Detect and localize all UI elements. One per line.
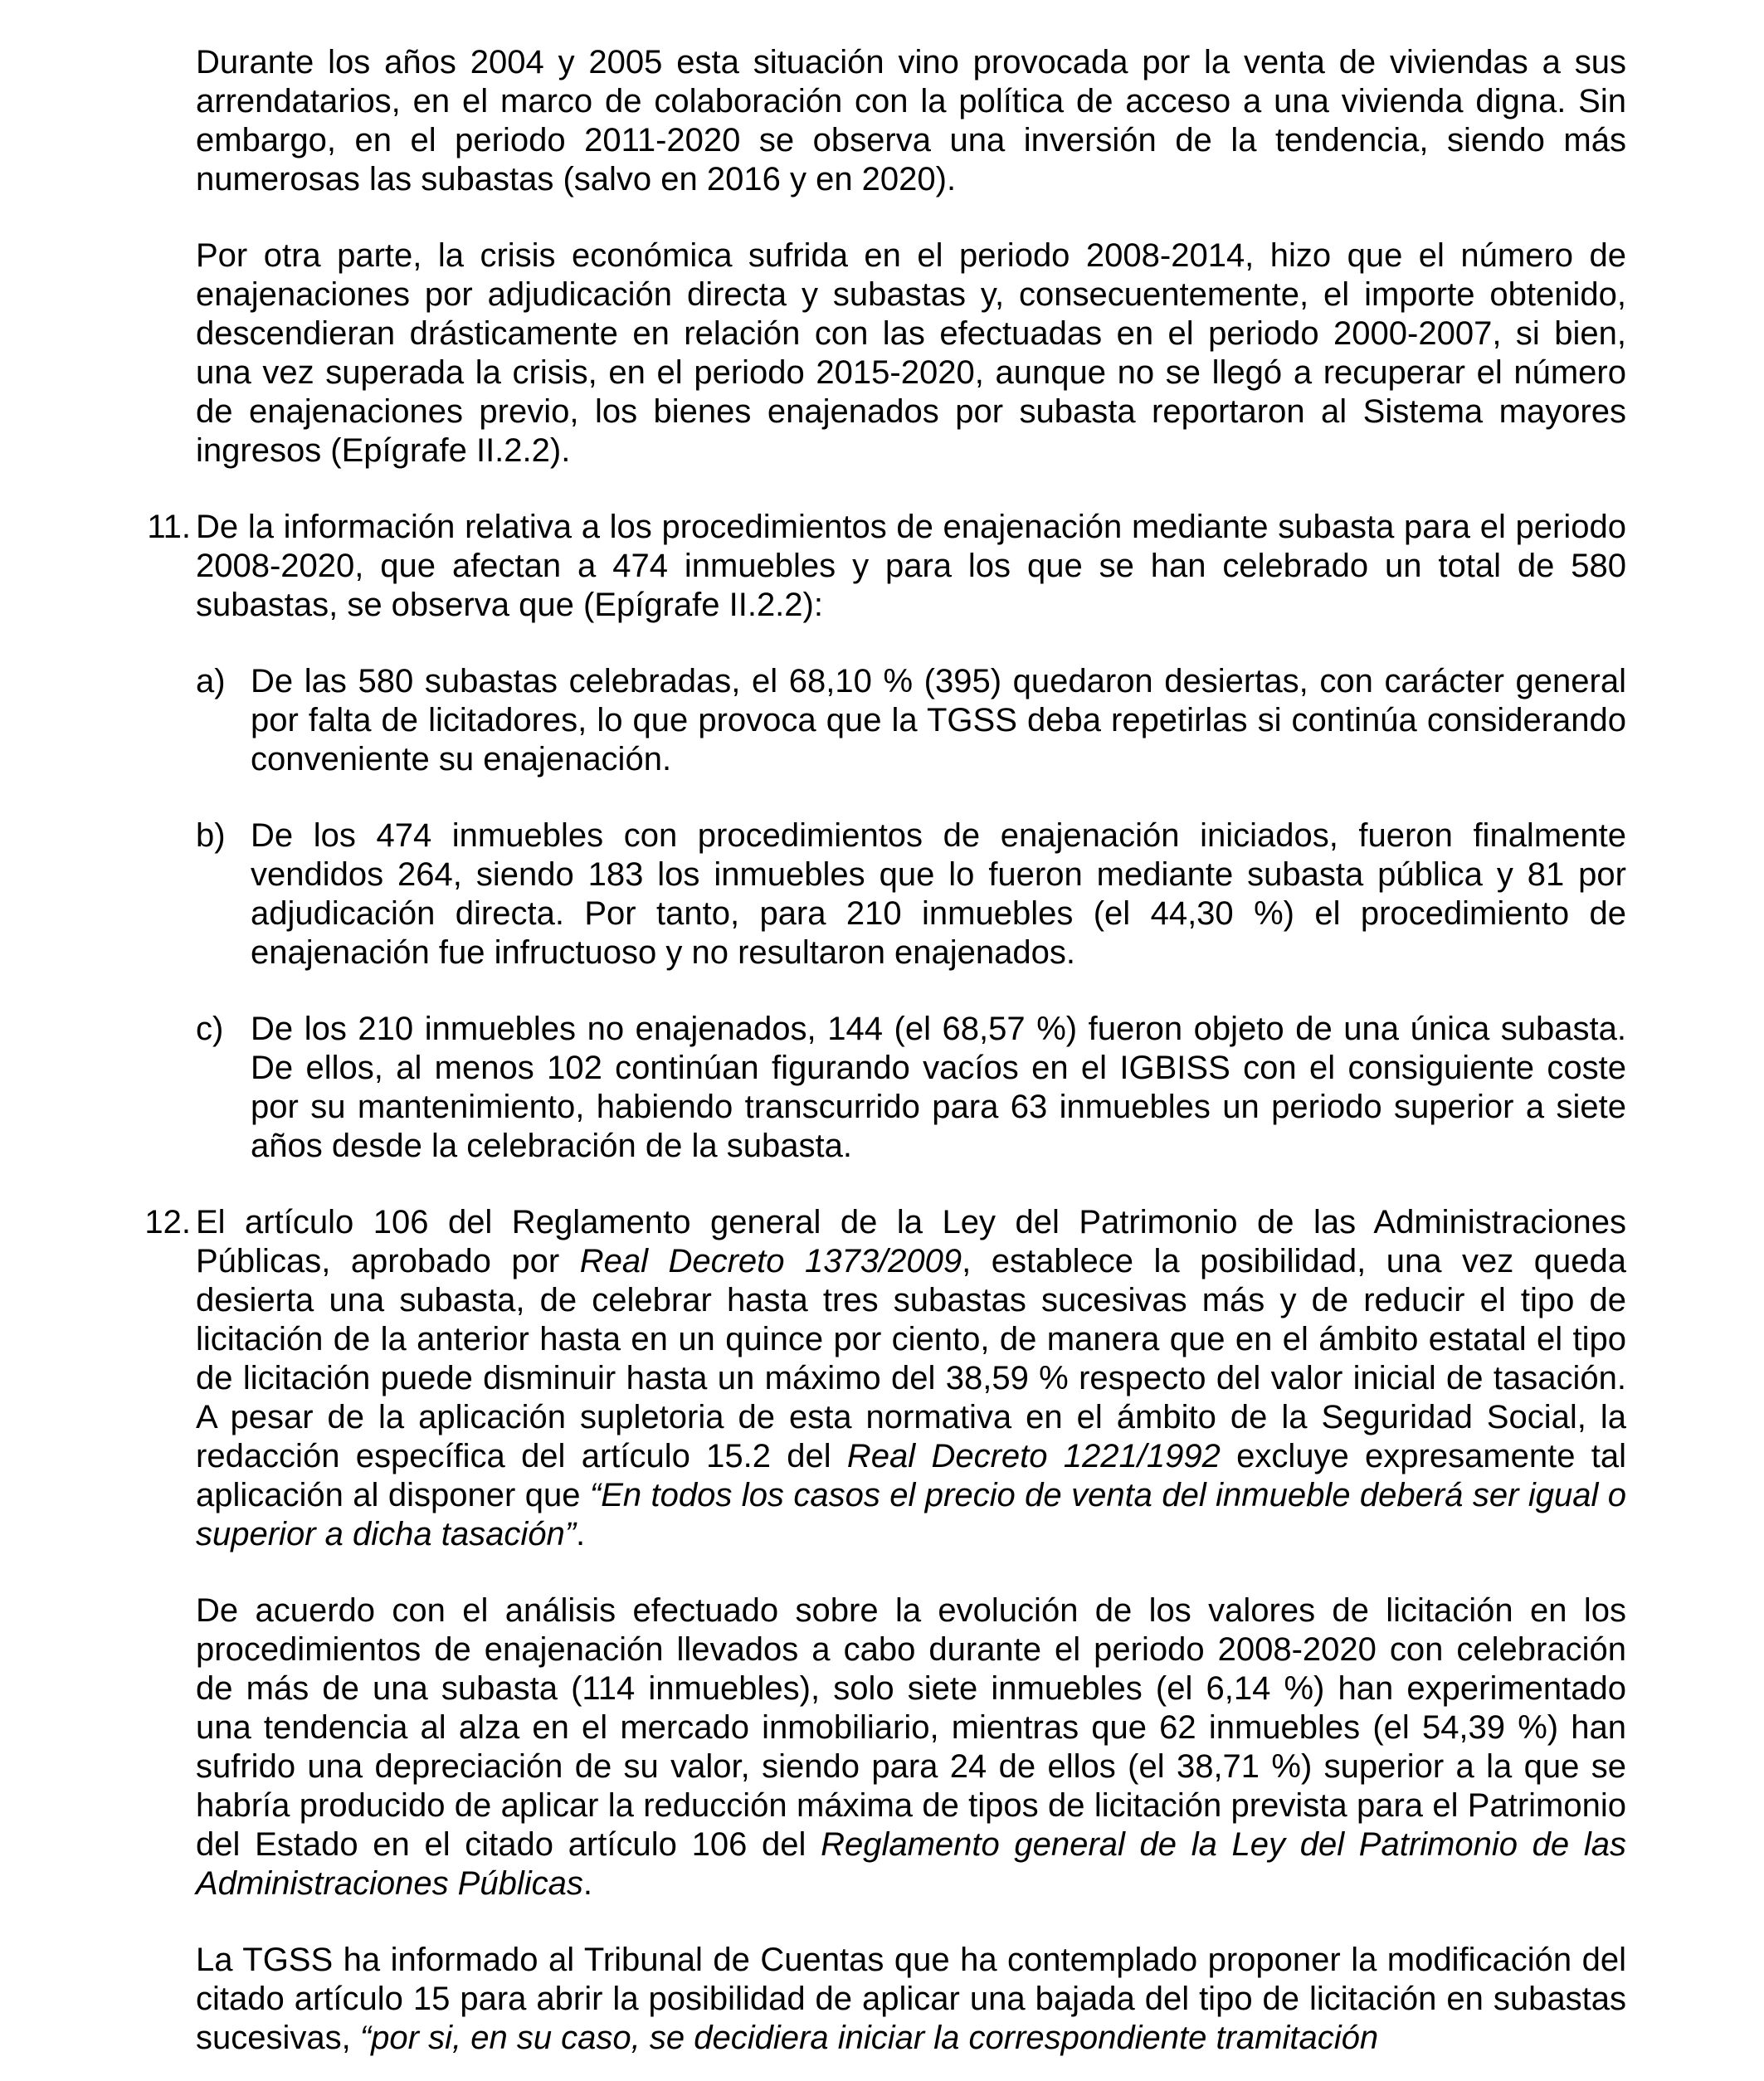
- text-run: La TGSS ha informado al Tribunal de Cuentas que ha contemplado proponer la modificación del citado artículo 15 para abrir la posibilidad de aplicar una bajada del tipo de licitación en subastas sucesivas,: [196, 1942, 1626, 2056]
- sub-item-c-text: De los 210 inmuebles no enajenados, 144 (el 68,57 %) fueron objeto de una única subasta. De ellos, al menos 102 continúan figurando vacíos en el IGBISS con el consiguiente coste por su mantenimiento, habiendo transcurrido para 63 inmuebles un periodo superior a siete años desde la celebración de la subasta.: [251, 1011, 1626, 1164]
- sub-item-letter: c): [196, 1011, 224, 1047]
- quote-text: “En todos los casos el precio de venta del inmueble deberá ser igual o superior a dicha tasación”: [196, 1477, 1627, 1552]
- item-11-text: De la información relativa a los procedimientos de enajenación mediante subasta para el periodo 2008-2020, que afectan a 474 inmuebles y para los que se han celebrado un total de 580 subastas, se observa que (Epígrafe II.2.2):: [196, 509, 1626, 623]
- list-item-11: [147, 508, 1626, 1166]
- item-number: 12.: [144, 1204, 191, 1240]
- item-number: 11.: [147, 509, 191, 545]
- text-run: .: [582, 1865, 592, 1902]
- sub-item-b: [196, 816, 1626, 972]
- item-12-paragraph-1: [196, 1203, 1626, 1554]
- item-12-paragraph-2: [196, 1591, 1626, 1903]
- item-12-paragraph-3: [196, 1941, 1626, 2058]
- sub-item-a-text: De las 580 subastas celebradas, el 68,10 % (395) quedaron desiertas, con carácter general por falta de licitadores, lo que provoca que la TGSS deba repetirlas si continúa considerando conveniente su enajenación.: [251, 663, 1626, 777]
- text-run: , establece la posibilidad, una vez queda desierta una subasta, de celebrar hasta tres subastas sucesivas más y de reducir el tipo de licitación de la anterior hasta en un quince por ciento, de manera que en el ámbito estatal el tipo de licitación puede disminuir hasta un máximo del 38,59 % respecto del valor inicial de tasación. A pesar de la aplicación supletoria de esta normativa en el ámbito de la Seguridad Social, la redacción específica del artículo 15.2 del: [196, 1243, 1627, 1474]
- paragraph-crisis: Por otra parte, la crisis económica sufrida en el periodo 2008-2014, hizo que el número de enajenaciones por adjudicación directa y subastas y, consecuentemente, el importe obtenido, descendieran drásticamente en relación con las efectuadas en el periodo 2000-2007, si bien, una vez superada la crisis, en el periodo 2015-2020, aunque no se llegó a recuperar el número de enajenaciones previo, los bienes enajenados por subasta reportaron al Sistema mayores ingresos (Epígrafe II.2.2).: [196, 237, 1626, 469]
- sub-item-letter: a): [196, 663, 226, 699]
- quote-text: “por si, en su caso, se decidiera iniciar la correspondiente tramitación: [359, 2020, 1379, 2056]
- paragraph-intro: Durante los años 2004 y 2005 esta situación vino provocada por la venta de viviendas a sus arrendatarios, en el marco de colaboración con la política de acceso a una vivienda digna. Sin embargo, en el periodo 2011-2020 se observa una inversión de la tendencia, siendo más numerosas las subastas (salvo en 2016 y en 2020).: [196, 44, 1626, 197]
- text-run: De acuerdo con el análisis efectuado sobre la evolución de los valores de licitación en los procedimientos de enajenación llevados a cabo durante el periodo 2008-2020 con celebración de más de una subasta (114 inmuebles), solo siete inmuebles (el 6,14 %) han experimentado una tendencia al alza en el mercado inmobiliario, mientras que 62 inmuebles (el 54,39 %) han sufrido una depreciación de su valor, siendo para 24 de ellos (el 38,71 %) superior a la que se habría producido de aplicar la reducción máxima de tipos de licitación prevista para el Patrimonio del Estado en el citado artículo 106 del: [196, 1592, 1626, 1863]
- citation-reglamento: Reglamento general de la Ley del Patrimonio de las Administraciones Públicas: [196, 1826, 1626, 1902]
- text-run: excluye expresamente tal aplicación al disponer que: [196, 1438, 1627, 1513]
- sub-item-b-text: De los 474 inmuebles con procedimientos de enajenación iniciados, fueron finalmente vendidos 264, siendo 183 los inmuebles que lo fueron mediante subasta pública y 81 por adjudicación directa. Por tanto, para 210 inmuebles (el 44,30 %) el procedimiento de enajenación fue infructuoso y no resultaron enajenados.: [251, 817, 1626, 971]
- sub-item-a: [196, 662, 1626, 779]
- sub-item-c: [196, 1010, 1626, 1166]
- text-run: .: [576, 1516, 586, 1552]
- sub-item-letter: b): [196, 817, 226, 854]
- text-column: [144, 43, 1627, 2058]
- text-run: El artículo 106 del Reglamento general de la Ley del Patrimonio de las Administraciones Públicas, aprobado por: [196, 1204, 1626, 1279]
- citation-real-decreto-1373: Real Decreto 1373/2009: [579, 1243, 962, 1279]
- list-item-12: [144, 1203, 1627, 2058]
- citation-real-decreto-1221: Real Decreto 1221/1992: [846, 1438, 1221, 1474]
